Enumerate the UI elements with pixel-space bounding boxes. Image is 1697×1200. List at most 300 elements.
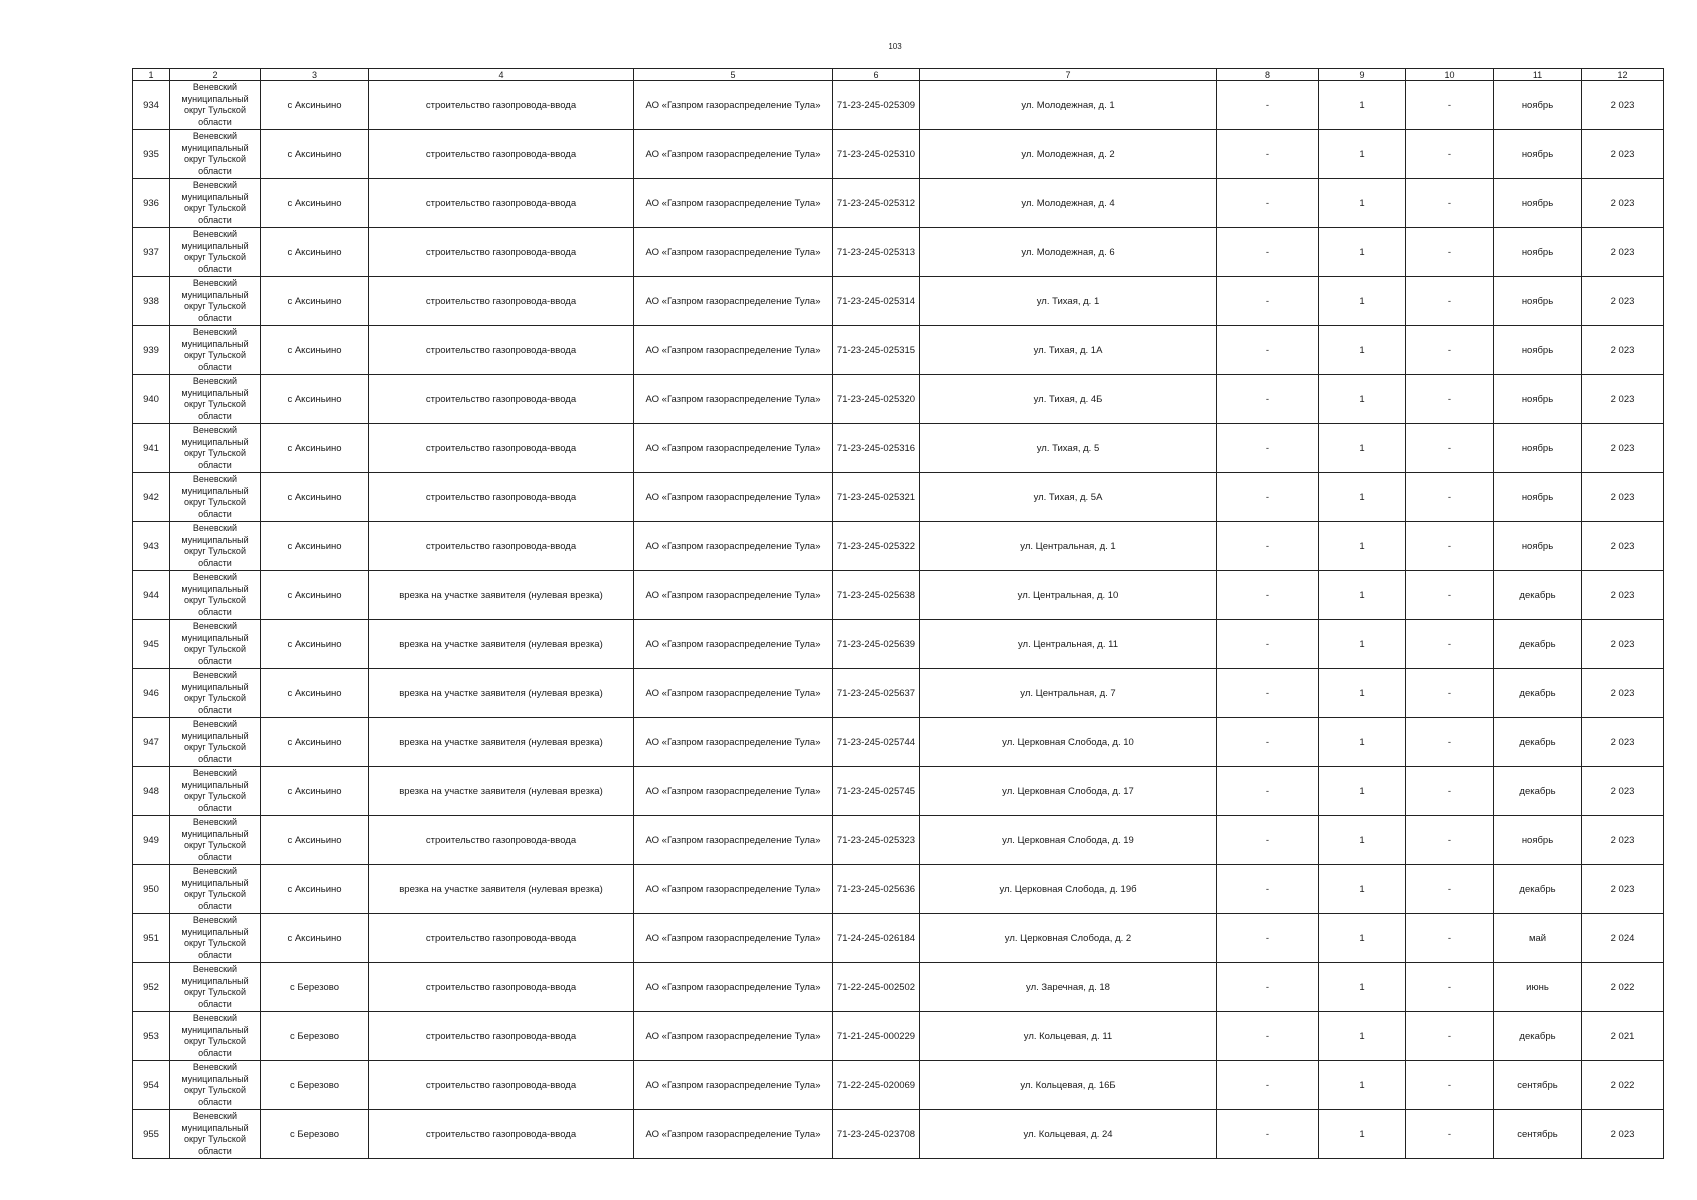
address-cell: ул. Заречная, д. 18 bbox=[920, 963, 1217, 1012]
work-type-cell: строительство газопровода-ввода bbox=[369, 522, 634, 571]
col8-cell: - bbox=[1217, 963, 1319, 1012]
address-cell: ул. Центральная, д. 10 bbox=[920, 571, 1217, 620]
row-number-cell: 941 bbox=[133, 424, 170, 473]
municipality-cell: Веневский муниципальный округ Тульской области bbox=[170, 620, 261, 669]
col10-cell: - bbox=[1406, 473, 1494, 522]
column-header: 12 bbox=[1582, 69, 1664, 81]
column-header: 11 bbox=[1494, 69, 1582, 81]
organization-cell: АО «Газпром газораспределение Тула» bbox=[634, 81, 833, 130]
year-cell: 2 023 bbox=[1582, 767, 1664, 816]
municipality-cell: Веневский муниципальный округ Тульской области bbox=[170, 228, 261, 277]
year-cell: 2 023 bbox=[1582, 816, 1664, 865]
quantity-cell: 1 bbox=[1319, 571, 1406, 620]
row-number-cell: 953 bbox=[133, 1012, 170, 1061]
work-type-cell: строительство газопровода-ввода bbox=[369, 816, 634, 865]
table-row bbox=[133, 571, 1664, 620]
work-type-cell: строительство газопровода-ввода bbox=[369, 963, 634, 1012]
column-header: 5 bbox=[634, 69, 833, 81]
quantity-cell: 1 bbox=[1319, 767, 1406, 816]
application-number-cell: 71-23-245-025322 bbox=[833, 522, 920, 571]
municipality-cell: Веневский муниципальный округ Тульской области bbox=[170, 816, 261, 865]
work-type-cell: строительство газопровода-ввода bbox=[369, 179, 634, 228]
work-type-cell: строительство газопровода-ввода bbox=[369, 375, 634, 424]
municipality-cell: Веневский муниципальный округ Тульской области bbox=[170, 914, 261, 963]
application-number-cell: 71-23-245-025636 bbox=[833, 865, 920, 914]
organization-cell: АО «Газпром газораспределение Тула» bbox=[634, 228, 833, 277]
quantity-cell: 1 bbox=[1319, 179, 1406, 228]
table-row bbox=[133, 473, 1664, 522]
col8-cell: - bbox=[1217, 81, 1319, 130]
quantity-cell: 1 bbox=[1319, 914, 1406, 963]
settlement-cell: с Аксиньино bbox=[261, 620, 369, 669]
application-number-cell: 71-23-245-025320 bbox=[833, 375, 920, 424]
col8-cell: - bbox=[1217, 620, 1319, 669]
work-type-cell: врезка на участке заявителя (нулевая врезка) bbox=[369, 865, 634, 914]
address-cell: ул. Церковная Слобода, д. 2 bbox=[920, 914, 1217, 963]
col8-cell: - bbox=[1217, 914, 1319, 963]
year-cell: 2 022 bbox=[1582, 1061, 1664, 1110]
column-header: 6 bbox=[833, 69, 920, 81]
row-number-cell: 940 bbox=[133, 375, 170, 424]
col10-cell: - bbox=[1406, 865, 1494, 914]
month-cell: сентябрь bbox=[1494, 1110, 1582, 1159]
year-cell: 2 023 bbox=[1582, 522, 1664, 571]
month-cell: ноябрь bbox=[1494, 277, 1582, 326]
table-row bbox=[133, 1061, 1664, 1110]
col10-cell: - bbox=[1406, 620, 1494, 669]
settlement-cell: с Аксиньино bbox=[261, 914, 369, 963]
address-cell: ул. Молодежная, д. 6 bbox=[920, 228, 1217, 277]
col8-cell: - bbox=[1217, 1012, 1319, 1061]
application-number-cell: 71-22-245-020069 bbox=[833, 1061, 920, 1110]
column-header: 10 bbox=[1406, 69, 1494, 81]
row-number-cell: 935 bbox=[133, 130, 170, 179]
year-cell: 2 024 bbox=[1582, 914, 1664, 963]
row-number-cell: 943 bbox=[133, 522, 170, 571]
settlement-cell: с Аксиньино bbox=[261, 130, 369, 179]
month-cell: ноябрь bbox=[1494, 473, 1582, 522]
application-number-cell: 71-23-245-025316 bbox=[833, 424, 920, 473]
table-row bbox=[133, 963, 1664, 1012]
address-cell: ул. Кольцевая, д. 16Б bbox=[920, 1061, 1217, 1110]
organization-cell: АО «Газпром газораспределение Тула» bbox=[634, 130, 833, 179]
address-cell: ул. Центральная, д. 7 bbox=[920, 669, 1217, 718]
organization-cell: АО «Газпром газораспределение Тула» bbox=[634, 326, 833, 375]
address-cell: ул. Тихая, д. 1А bbox=[920, 326, 1217, 375]
application-number-cell: 71-23-245-025309 bbox=[833, 81, 920, 130]
register-table bbox=[132, 68, 1664, 1159]
month-cell: ноябрь bbox=[1494, 179, 1582, 228]
quantity-cell: 1 bbox=[1319, 865, 1406, 914]
col8-cell: - bbox=[1217, 669, 1319, 718]
organization-cell: АО «Газпром газораспределение Тула» bbox=[634, 179, 833, 228]
month-cell: ноябрь bbox=[1494, 228, 1582, 277]
municipality-cell: Веневский муниципальный округ Тульской области bbox=[170, 571, 261, 620]
municipality-cell: Веневский муниципальный округ Тульской области bbox=[170, 718, 261, 767]
col10-cell: - bbox=[1406, 1110, 1494, 1159]
year-cell: 2 023 bbox=[1582, 669, 1664, 718]
municipality-cell: Веневский муниципальный округ Тульской области bbox=[170, 81, 261, 130]
col10-cell: - bbox=[1406, 1061, 1494, 1110]
table-row bbox=[133, 620, 1664, 669]
municipality-cell: Веневский муниципальный округ Тульской области bbox=[170, 1012, 261, 1061]
year-cell: 2 023 bbox=[1582, 326, 1664, 375]
quantity-cell: 1 bbox=[1319, 473, 1406, 522]
year-cell: 2 023 bbox=[1582, 718, 1664, 767]
municipality-cell: Веневский муниципальный округ Тульской области bbox=[170, 424, 261, 473]
year-cell: 2 023 bbox=[1582, 865, 1664, 914]
year-cell: 2 023 bbox=[1582, 424, 1664, 473]
quantity-cell: 1 bbox=[1319, 424, 1406, 473]
col10-cell: - bbox=[1406, 767, 1494, 816]
work-type-cell: строительство газопровода-ввода bbox=[369, 326, 634, 375]
year-cell: 2 021 bbox=[1582, 1012, 1664, 1061]
address-cell: ул. Церковная Слобода, д. 19б bbox=[920, 865, 1217, 914]
table-row bbox=[133, 375, 1664, 424]
work-type-cell: врезка на участке заявителя (нулевая врезка) bbox=[369, 767, 634, 816]
col8-cell: - bbox=[1217, 130, 1319, 179]
col8-cell: - bbox=[1217, 718, 1319, 767]
row-number-cell: 952 bbox=[133, 963, 170, 1012]
table-row bbox=[133, 424, 1664, 473]
work-type-cell: строительство газопровода-ввода bbox=[369, 277, 634, 326]
table-row bbox=[133, 228, 1664, 277]
col10-cell: - bbox=[1406, 228, 1494, 277]
organization-cell: АО «Газпром газораспределение Тула» bbox=[634, 1061, 833, 1110]
address-cell: ул. Кольцевая, д. 11 bbox=[920, 1012, 1217, 1061]
col8-cell: - bbox=[1217, 865, 1319, 914]
year-cell: 2 022 bbox=[1582, 963, 1664, 1012]
organization-cell: АО «Газпром газораспределение Тула» bbox=[634, 1012, 833, 1061]
row-number-cell: 934 bbox=[133, 81, 170, 130]
address-cell: ул. Тихая, д. 5А bbox=[920, 473, 1217, 522]
municipality-cell: Веневский муниципальный округ Тульской области bbox=[170, 865, 261, 914]
month-cell: декабрь bbox=[1494, 865, 1582, 914]
organization-cell: АО «Газпром газораспределение Тула» bbox=[634, 375, 833, 424]
work-type-cell: строительство газопровода-ввода bbox=[369, 81, 634, 130]
quantity-cell: 1 bbox=[1319, 326, 1406, 375]
organization-cell: АО «Газпром газораспределение Тула» bbox=[634, 571, 833, 620]
col8-cell: - bbox=[1217, 1061, 1319, 1110]
settlement-cell: с Аксиньино bbox=[261, 571, 369, 620]
month-cell: май bbox=[1494, 914, 1582, 963]
col8-cell: - bbox=[1217, 179, 1319, 228]
col8-cell: - bbox=[1217, 326, 1319, 375]
col10-cell: - bbox=[1406, 326, 1494, 375]
address-cell: ул. Тихая, д. 4Б bbox=[920, 375, 1217, 424]
table-row bbox=[133, 767, 1664, 816]
col10-cell: - bbox=[1406, 1012, 1494, 1061]
month-cell: ноябрь bbox=[1494, 522, 1582, 571]
month-cell: ноябрь bbox=[1494, 424, 1582, 473]
month-cell: декабрь bbox=[1494, 767, 1582, 816]
work-type-cell: строительство газопровода-ввода bbox=[369, 1110, 634, 1159]
row-number-cell: 955 bbox=[133, 1110, 170, 1159]
table-row bbox=[133, 669, 1664, 718]
settlement-cell: с Березово bbox=[261, 1061, 369, 1110]
settlement-cell: с Березово bbox=[261, 963, 369, 1012]
column-header: 7 bbox=[920, 69, 1217, 81]
application-number-cell: 71-23-245-025323 bbox=[833, 816, 920, 865]
month-cell: июнь bbox=[1494, 963, 1582, 1012]
municipality-cell: Веневский муниципальный округ Тульской области bbox=[170, 326, 261, 375]
municipality-cell: Веневский муниципальный округ Тульской области bbox=[170, 1110, 261, 1159]
column-header: 4 bbox=[369, 69, 634, 81]
table-row bbox=[133, 1012, 1664, 1061]
organization-cell: АО «Газпром газораспределение Тула» bbox=[634, 865, 833, 914]
quantity-cell: 1 bbox=[1319, 130, 1406, 179]
municipality-cell: Веневский муниципальный округ Тульской области bbox=[170, 277, 261, 326]
col8-cell: - bbox=[1217, 228, 1319, 277]
work-type-cell: строительство газопровода-ввода bbox=[369, 130, 634, 179]
work-type-cell: врезка на участке заявителя (нулевая врезка) bbox=[369, 620, 634, 669]
municipality-cell: Веневский муниципальный округ Тульской области bbox=[170, 473, 261, 522]
column-header: 2 bbox=[170, 69, 261, 81]
table-row bbox=[133, 179, 1664, 228]
column-header: 9 bbox=[1319, 69, 1406, 81]
quantity-cell: 1 bbox=[1319, 81, 1406, 130]
address-cell: ул. Церковная Слобода, д. 19 bbox=[920, 816, 1217, 865]
month-cell: ноябрь bbox=[1494, 81, 1582, 130]
settlement-cell: с Аксиньино bbox=[261, 326, 369, 375]
header-row bbox=[133, 69, 1664, 81]
work-type-cell: строительство газопровода-ввода bbox=[369, 228, 634, 277]
month-cell: декабрь bbox=[1494, 620, 1582, 669]
work-type-cell: строительство газопровода-ввода bbox=[369, 1061, 634, 1110]
month-cell: ноябрь bbox=[1494, 130, 1582, 179]
year-cell: 2 023 bbox=[1582, 277, 1664, 326]
column-header: 8 bbox=[1217, 69, 1319, 81]
year-cell: 2 023 bbox=[1582, 228, 1664, 277]
settlement-cell: с Аксиньино bbox=[261, 767, 369, 816]
address-cell: ул. Церковная Слобода, д. 17 bbox=[920, 767, 1217, 816]
row-number-cell: 936 bbox=[133, 179, 170, 228]
year-cell: 2 023 bbox=[1582, 473, 1664, 522]
col8-cell: - bbox=[1217, 816, 1319, 865]
address-cell: ул. Центральная, д. 11 bbox=[920, 620, 1217, 669]
column-header: 1 bbox=[133, 69, 170, 81]
col8-cell: - bbox=[1217, 1110, 1319, 1159]
address-cell: ул. Тихая, д. 5 bbox=[920, 424, 1217, 473]
col10-cell: - bbox=[1406, 963, 1494, 1012]
municipality-cell: Веневский муниципальный округ Тульской области bbox=[170, 375, 261, 424]
municipality-cell: Веневский муниципальный округ Тульской области bbox=[170, 1061, 261, 1110]
col10-cell: - bbox=[1406, 277, 1494, 326]
month-cell: ноябрь bbox=[1494, 816, 1582, 865]
application-number-cell: 71-23-245-025315 bbox=[833, 326, 920, 375]
address-cell: ул. Тихая, д. 1 bbox=[920, 277, 1217, 326]
settlement-cell: с Аксиньино bbox=[261, 424, 369, 473]
col10-cell: - bbox=[1406, 571, 1494, 620]
quantity-cell: 1 bbox=[1319, 1061, 1406, 1110]
municipality-cell: Веневский муниципальный округ Тульской области bbox=[170, 130, 261, 179]
application-number-cell: 71-23-245-025638 bbox=[833, 571, 920, 620]
col8-cell: - bbox=[1217, 522, 1319, 571]
settlement-cell: с Аксиньино bbox=[261, 816, 369, 865]
application-number-cell: 71-21-245-000229 bbox=[833, 1012, 920, 1061]
quantity-cell: 1 bbox=[1319, 816, 1406, 865]
col8-cell: - bbox=[1217, 277, 1319, 326]
quantity-cell: 1 bbox=[1319, 963, 1406, 1012]
year-cell: 2 023 bbox=[1582, 130, 1664, 179]
settlement-cell: с Аксиньино bbox=[261, 865, 369, 914]
settlement-cell: с Аксиньино bbox=[261, 718, 369, 767]
year-cell: 2 023 bbox=[1582, 179, 1664, 228]
address-cell: ул. Молодежная, д. 2 bbox=[920, 130, 1217, 179]
row-number-cell: 951 bbox=[133, 914, 170, 963]
quantity-cell: 1 bbox=[1319, 522, 1406, 571]
quantity-cell: 1 bbox=[1319, 718, 1406, 767]
organization-cell: АО «Газпром газораспределение Тула» bbox=[634, 963, 833, 1012]
organization-cell: АО «Газпром газораспределение Тула» bbox=[634, 473, 833, 522]
col10-cell: - bbox=[1406, 522, 1494, 571]
row-number-cell: 942 bbox=[133, 473, 170, 522]
application-number-cell: 71-23-245-025310 bbox=[833, 130, 920, 179]
application-number-cell: 71-23-245-025321 bbox=[833, 473, 920, 522]
year-cell: 2 023 bbox=[1582, 1110, 1664, 1159]
quantity-cell: 1 bbox=[1319, 375, 1406, 424]
col8-cell: - bbox=[1217, 571, 1319, 620]
year-cell: 2 023 bbox=[1582, 571, 1664, 620]
col8-cell: - bbox=[1217, 424, 1319, 473]
table-row bbox=[133, 522, 1664, 571]
application-number-cell: 71-23-245-025744 bbox=[833, 718, 920, 767]
settlement-cell: с Березово bbox=[261, 1012, 369, 1061]
month-cell: декабрь bbox=[1494, 571, 1582, 620]
table-row bbox=[133, 1110, 1664, 1159]
organization-cell: АО «Газпром газораспределение Тула» bbox=[634, 816, 833, 865]
col10-cell: - bbox=[1406, 130, 1494, 179]
row-number-cell: 954 bbox=[133, 1061, 170, 1110]
col10-cell: - bbox=[1406, 914, 1494, 963]
settlement-cell: с Аксиньино bbox=[261, 522, 369, 571]
month-cell: ноябрь bbox=[1494, 326, 1582, 375]
address-cell: ул. Молодежная, д. 4 bbox=[920, 179, 1217, 228]
col10-cell: - bbox=[1406, 816, 1494, 865]
row-number-cell: 947 bbox=[133, 718, 170, 767]
application-number-cell: 71-23-245-025745 bbox=[833, 767, 920, 816]
address-cell: ул. Молодежная, д. 1 bbox=[920, 81, 1217, 130]
organization-cell: АО «Газпром газораспределение Тула» bbox=[634, 424, 833, 473]
application-number-cell: 71-22-245-002502 bbox=[833, 963, 920, 1012]
month-cell: декабрь bbox=[1494, 1012, 1582, 1061]
settlement-cell: с Аксиньино bbox=[261, 179, 369, 228]
year-cell: 2 023 bbox=[1582, 375, 1664, 424]
row-number-cell: 948 bbox=[133, 767, 170, 816]
application-number-cell: 71-24-245-026184 bbox=[833, 914, 920, 963]
settlement-cell: с Аксиньино bbox=[261, 375, 369, 424]
col8-cell: - bbox=[1217, 473, 1319, 522]
table-row bbox=[133, 130, 1664, 179]
work-type-cell: врезка на участке заявителя (нулевая врезка) bbox=[369, 571, 634, 620]
organization-cell: АО «Газпром газораспределение Тула» bbox=[634, 914, 833, 963]
row-number-cell: 939 bbox=[133, 326, 170, 375]
work-type-cell: строительство газопровода-ввода bbox=[369, 1012, 634, 1061]
application-number-cell: 71-23-245-025312 bbox=[833, 179, 920, 228]
settlement-cell: с Аксиньино bbox=[261, 277, 369, 326]
month-cell: декабрь bbox=[1494, 669, 1582, 718]
row-number-cell: 938 bbox=[133, 277, 170, 326]
settlement-cell: с Аксиньино bbox=[261, 473, 369, 522]
municipality-cell: Веневский муниципальный округ Тульской области bbox=[170, 767, 261, 816]
row-number-cell: 946 bbox=[133, 669, 170, 718]
year-cell: 2 023 bbox=[1582, 620, 1664, 669]
col8-cell: - bbox=[1217, 767, 1319, 816]
table-row bbox=[133, 914, 1664, 963]
col8-cell: - bbox=[1217, 375, 1319, 424]
quantity-cell: 1 bbox=[1319, 1012, 1406, 1061]
col10-cell: - bbox=[1406, 375, 1494, 424]
work-type-cell: строительство газопровода-ввода bbox=[369, 424, 634, 473]
organization-cell: АО «Газпром газораспределение Тула» bbox=[634, 522, 833, 571]
page-number: 103 bbox=[888, 42, 902, 51]
municipality-cell: Веневский муниципальный округ Тульской области bbox=[170, 179, 261, 228]
month-cell: декабрь bbox=[1494, 718, 1582, 767]
organization-cell: АО «Газпром газораспределение Тула» bbox=[634, 669, 833, 718]
settlement-cell: с Аксиньино bbox=[261, 228, 369, 277]
row-number-cell: 950 bbox=[133, 865, 170, 914]
table-row bbox=[133, 816, 1664, 865]
organization-cell: АО «Газпром газораспределение Тула» bbox=[634, 277, 833, 326]
table-body bbox=[133, 81, 1664, 1159]
quantity-cell: 1 bbox=[1319, 669, 1406, 718]
address-cell: ул. Церковная Слобода, д. 10 bbox=[920, 718, 1217, 767]
year-cell: 2 023 bbox=[1582, 81, 1664, 130]
municipality-cell: Веневский муниципальный округ Тульской области bbox=[170, 522, 261, 571]
organization-cell: АО «Газпром газораспределение Тула» bbox=[634, 718, 833, 767]
table-row bbox=[133, 81, 1664, 130]
settlement-cell: с Березово bbox=[261, 1110, 369, 1159]
col10-cell: - bbox=[1406, 179, 1494, 228]
quantity-cell: 1 bbox=[1319, 277, 1406, 326]
col10-cell: - bbox=[1406, 718, 1494, 767]
application-number-cell: 71-23-245-025637 bbox=[833, 669, 920, 718]
row-number-cell: 937 bbox=[133, 228, 170, 277]
work-type-cell: строительство газопровода-ввода bbox=[369, 473, 634, 522]
month-cell: сентябрь bbox=[1494, 1061, 1582, 1110]
application-number-cell: 71-23-245-025313 bbox=[833, 228, 920, 277]
organization-cell: АО «Газпром газораспределение Тула» bbox=[634, 1110, 833, 1159]
quantity-cell: 1 bbox=[1319, 620, 1406, 669]
address-cell: ул. Кольцевая, д. 24 bbox=[920, 1110, 1217, 1159]
col10-cell: - bbox=[1406, 424, 1494, 473]
application-number-cell: 71-23-245-023708 bbox=[833, 1110, 920, 1159]
month-cell: ноябрь bbox=[1494, 375, 1582, 424]
settlement-cell: с Аксиньино bbox=[261, 669, 369, 718]
row-number-cell: 945 bbox=[133, 620, 170, 669]
work-type-cell: врезка на участке заявителя (нулевая врезка) bbox=[369, 718, 634, 767]
organization-cell: АО «Газпром газораспределение Тула» bbox=[634, 620, 833, 669]
quantity-cell: 1 bbox=[1319, 228, 1406, 277]
application-number-cell: 71-23-245-025639 bbox=[833, 620, 920, 669]
table-row bbox=[133, 326, 1664, 375]
work-type-cell: строительство газопровода-ввода bbox=[369, 914, 634, 963]
table-header bbox=[133, 69, 1664, 81]
col10-cell: - bbox=[1406, 669, 1494, 718]
col10-cell: - bbox=[1406, 81, 1494, 130]
row-number-cell: 949 bbox=[133, 816, 170, 865]
settlement-cell: с Аксиньино bbox=[261, 81, 369, 130]
municipality-cell: Веневский муниципальный округ Тульской области bbox=[170, 669, 261, 718]
row-number-cell: 944 bbox=[133, 571, 170, 620]
column-header: 3 bbox=[261, 69, 369, 81]
table-row bbox=[133, 865, 1664, 914]
work-type-cell: врезка на участке заявителя (нулевая врезка) bbox=[369, 669, 634, 718]
table-row bbox=[133, 718, 1664, 767]
table-row bbox=[133, 277, 1664, 326]
application-number-cell: 71-23-245-025314 bbox=[833, 277, 920, 326]
municipality-cell: Веневский муниципальный округ Тульской области bbox=[170, 963, 261, 1012]
